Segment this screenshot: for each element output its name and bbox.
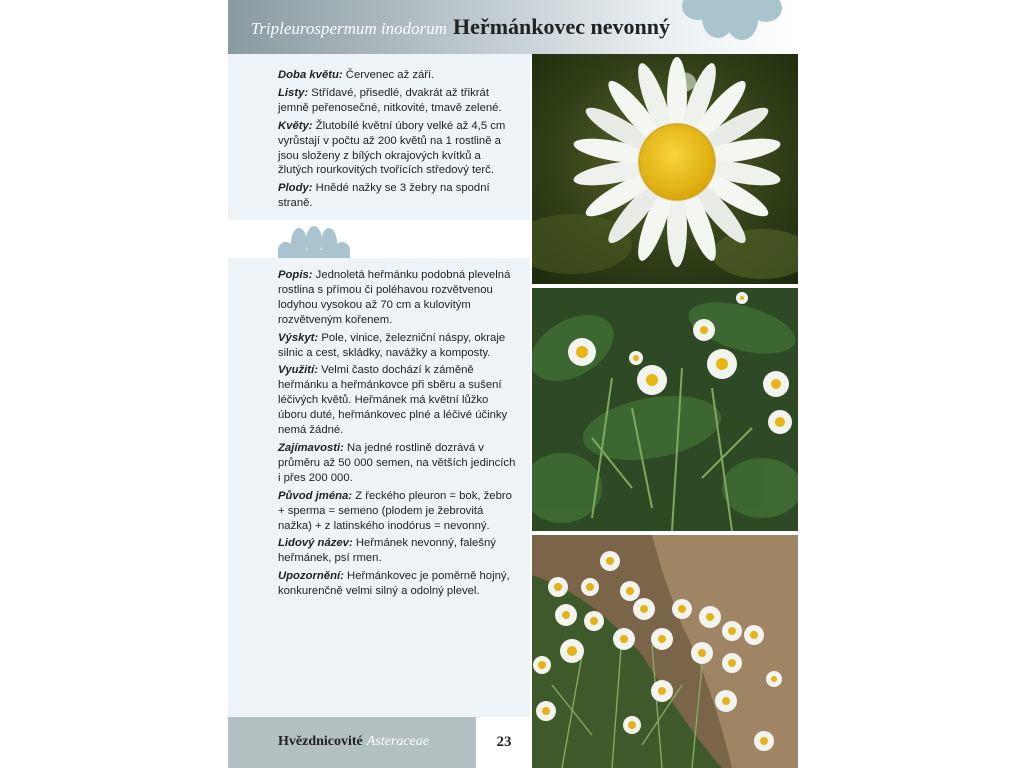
characteristic-entry: Plody: Hnědé nažky se 3 žebry na spodní straně. xyxy=(278,182,490,210)
latin-name: Tripleurospermum inodorum xyxy=(250,19,448,38)
details-text xyxy=(278,268,516,602)
page-title xyxy=(251,14,670,40)
photo-plant-leaves xyxy=(532,288,798,531)
page-number: 23 xyxy=(496,734,512,750)
characteristics-text xyxy=(278,68,516,214)
detail-entry: Upozornění: Heřmánkovec je poměrně hojný, konkurenčně velmi silný a odolný plevel. xyxy=(278,570,510,598)
characteristic-entry: Listy: Střídavé, přisedlé, dvakrát až třikrát jemně peřenosečné, nitkovité, tmavě zelené. xyxy=(278,86,502,114)
book-page xyxy=(228,0,798,768)
detail-entry: Původ jména: Z řeckého pleuron = bok, žebro + sperma = semeno (plodem je žebrovitá nažka) + z latinského inodórus = nevonný. xyxy=(278,489,512,532)
family-latin-name: Asteraceae xyxy=(366,734,429,749)
photo-flower-cluster xyxy=(532,535,798,768)
page-footer xyxy=(228,717,476,768)
flower-decoration-icon xyxy=(278,226,350,258)
photo-flower-closeup xyxy=(532,54,798,284)
page-header xyxy=(228,0,798,54)
detail-entry: Výskyt: Pole, vinice, železniční náspy, okraje silnic a cest, skládky, navážky a komposty. xyxy=(278,331,506,359)
detail-entry: Využití: Velmi často dochází k záměně heřmánku a heřmánkovce při sběru a sušení léčivých květů. Heřmánek má květní lůžko úboru duté, heřmánkovec plné a léčivé účinky nemá žádné. xyxy=(278,364,508,437)
detail-entry: Zajímavosti: Na jedné rostlině dozrává v průměru až 50 000 semen, na větších jedincích i přes 200 000. xyxy=(278,441,516,484)
characteristic-entry: Květy: Žlutobílé květní úbory velké až 4,5 cm vyrůstají v počtu až 200 květů na 1 rostlině a jsou složeny z bílých okrajových kvítků a žlutých rourkovitých tvořících středový terč. xyxy=(278,119,506,177)
family-label xyxy=(278,734,429,750)
family-name: Hvězdnicovité xyxy=(278,734,363,749)
detail-entry: Lidový název: Heřmánek nevonný, falešný heřmánek, psí rmen. xyxy=(278,537,496,565)
flower-decoration-icon xyxy=(680,0,784,46)
characteristic-entry: Doba květu: Červenec až září. xyxy=(278,69,435,81)
divider-band xyxy=(228,220,530,258)
czech-name: Heřmánkovec nevonný xyxy=(453,14,670,39)
detail-entry: Popis: Jednoletá heřmánku podobná plevelná rostlina s přímou či poléhavou rozvětvenou lodyhou vysokou až 70 cm a kulovitým rozvětveným kořenem. xyxy=(278,269,511,326)
